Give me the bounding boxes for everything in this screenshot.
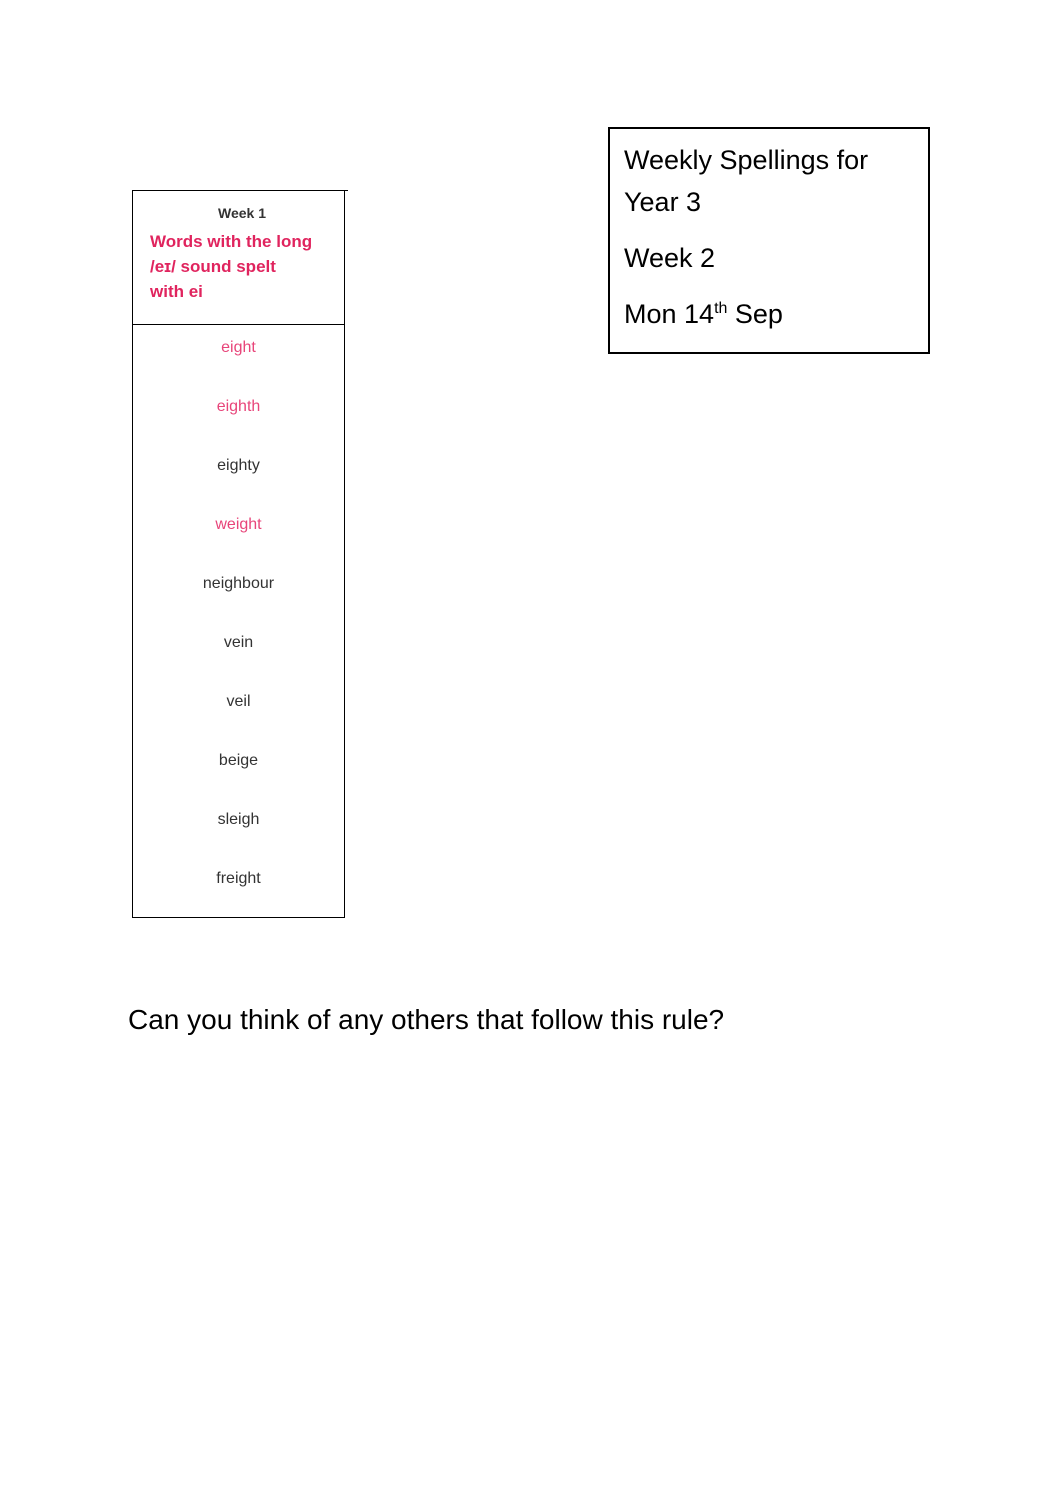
word-item: weight (215, 516, 262, 533)
date-line (624, 293, 914, 335)
table-header (133, 191, 344, 325)
info-box (608, 127, 930, 354)
date-day: Mon 14 (624, 299, 715, 329)
word-item: eighty (217, 457, 260, 474)
question-text: Can you think of any others that follow this rule? (128, 1004, 725, 1035)
rule-line: /eɪ/ sound spelt (150, 257, 276, 276)
spelling-table (132, 190, 345, 918)
word-item: veil (226, 693, 251, 710)
title-line: Weekly Spellings for (624, 145, 869, 175)
rule-line: with ei (150, 282, 203, 301)
rule-description (150, 229, 334, 304)
word-item: eight (221, 339, 256, 356)
date-month: Sep (727, 299, 783, 329)
word-item: sleigh (217, 811, 260, 828)
week-label: Week 1 (218, 205, 266, 221)
date-ordinal: th (714, 300, 728, 317)
title-line: Year 3 (624, 187, 702, 217)
week-number: Week 2 (624, 243, 716, 273)
word-item: vein (223, 634, 254, 651)
word-item: freight (216, 870, 261, 887)
rule-line: Words with the long (150, 232, 313, 251)
word-item: beige (218, 752, 259, 769)
word-item: neighbour (202, 575, 275, 592)
word-item: eighth (216, 398, 261, 415)
